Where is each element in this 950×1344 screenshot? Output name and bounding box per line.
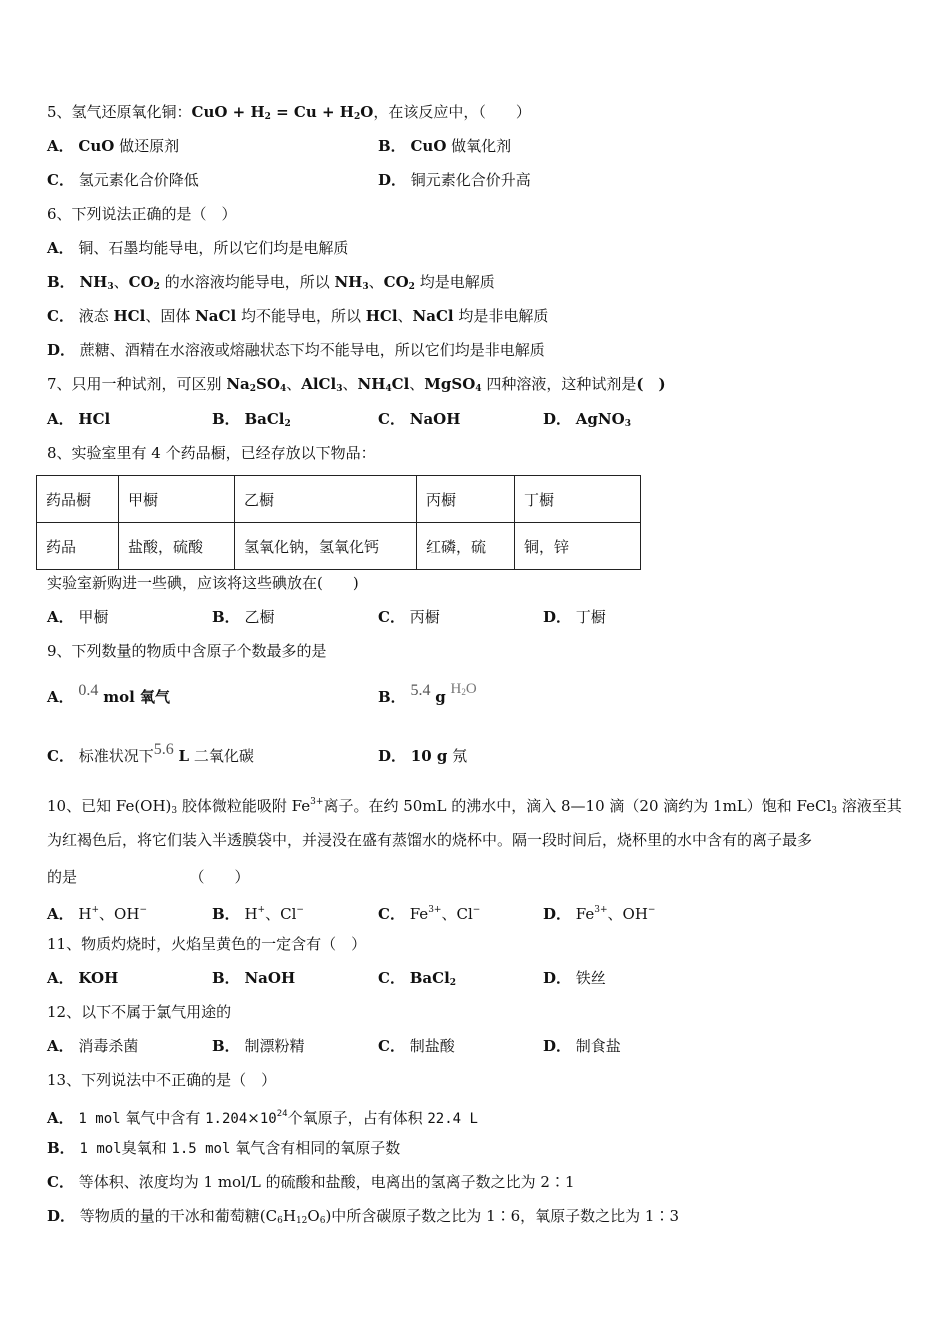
q11-option-d[interactable]: D． 铁丝 (543, 969, 606, 987)
table-header-row (37, 476, 641, 523)
q7-option-c[interactable]: C． NaOH (378, 410, 461, 428)
q6-option-b[interactable]: B． $NH_3$、$CO_2$ 的水溶液均能导电，所以 $NH_3$、$CO_2$ 均是电解质 (47, 273, 495, 292)
cabinet-table (36, 475, 641, 570)
q6-option-a[interactable]: A． 铜、石墨均能导电，所以它们均是电解质 (47, 239, 349, 257)
q8-option-a[interactable]: A． 甲橱 (47, 608, 109, 626)
table-cell: 药品橱 (37, 476, 119, 523)
q7-option-d[interactable]: D． AgNO$_3$ (543, 410, 631, 429)
q5-option-b[interactable]: B． CuO 做氧化剂 (378, 137, 512, 155)
q12-option-a[interactable]: A． 消毒杀菌 (47, 1037, 139, 1055)
table-cell: 乙橱 (235, 476, 417, 523)
q13-option-c[interactable]: C． 等体积、浓度均为 1 mol/L 的硫酸和盐酸，电离出的氢离子数之比为 2∶1 (47, 1173, 575, 1191)
q6-stem: 6、下列说法正确的是（ ） (47, 205, 237, 223)
q12-option-c[interactable]: C． 制盐酸 (378, 1037, 455, 1055)
table-row (37, 523, 641, 570)
q7-option-b[interactable]: B． BaCl$_2$ (212, 410, 291, 429)
table-cell: 红磷，硫 (417, 523, 515, 570)
q5-stem: 5、氢气还原氧化铜：CuO + $H_2 = Cu + H_2O$，在该反应中，（ ） (47, 103, 531, 122)
q6-option-d[interactable]: D． 蔗糖、酒精在水溶液或熔融状态下均不能导电，所以它们均是非电解质 (47, 341, 545, 359)
table-cell: 氢氧化钠，氢氧化钙 (235, 523, 417, 570)
q8-option-b[interactable]: B． 乙橱 (212, 608, 275, 626)
q10-line1: 10、已知 $Fe(OH)_3$ 胶体微粒能吸附 $Fe^{3+}$离子。在约 50mL 的沸水中，滴入 8—10 滴（20 滴约为 1mL）饱和 FeCl$_3$ 溶液至其 (47, 797, 902, 816)
q7-option-a[interactable]: A． HCl (47, 410, 111, 428)
table-cell: 丁橱 (515, 476, 641, 523)
q12-option-b[interactable]: B． 制漂粉精 (212, 1037, 305, 1055)
table-cell: 铜，锌 (515, 523, 641, 570)
table-cell: 药品 (37, 523, 119, 570)
q13-option-a[interactable]: A． 1 mol 氧气中含有 $1.204\times 10^{24}$个氧原子，占有体积 22.4 L (47, 1109, 478, 1127)
table-cell: 甲橱 (119, 476, 235, 523)
q7-stem: 7、只用一种试剂，可区别 $Na_2SO_4$、AlCl$_3$、$NH_4Cl$、MgSO$_4$ 四种溶液，这种试剂是( ) (47, 375, 666, 394)
q5-option-a[interactable]: A． CuO 做还原剂 (47, 137, 180, 155)
q11-option-a[interactable]: A． KOH (47, 969, 119, 987)
q9-option-a[interactable]: A． 0.4 mol 氧气 (47, 682, 171, 706)
q11-stem: 11、物质灼烧时，火焰呈黄色的一定含有（ ） (47, 935, 367, 953)
q8-option-d[interactable]: D． 丁橱 (543, 608, 606, 626)
q9-stem: 9、下列数量的物质中含原子个数最多的是 (47, 642, 327, 660)
q11-option-c[interactable]: C． BaCl$_2$ (378, 969, 457, 988)
table-cell: 盐酸，硫酸 (119, 523, 235, 570)
q10-option-c[interactable]: C． $Fe^{3+}$、Cl− (378, 905, 481, 923)
q10-option-b[interactable]: B． H+、Cl− (212, 905, 304, 923)
q9-option-c[interactable]: C． 标准状况下5.6 L 二氧化碳 (47, 741, 254, 765)
q12-stem: 12、以下不属于氯气用途的 (47, 1003, 232, 1021)
q10-option-d[interactable]: D． $Fe^{3+}$、OH− (543, 905, 656, 923)
q13-stem: 13、下列说法中不正确的是（ ） (47, 1071, 277, 1089)
q10-option-a[interactable]: A． H+、OH− (47, 905, 147, 923)
q10-line2: 为红褐色后，将它们装入半透膜袋中，并浸没在盛有蒸馏水的烧杯中。隔一段时间后，烧杯里的水中含有的离子最多 (47, 831, 813, 849)
q8-stem: 8、实验室里有 4 个药品橱，已经存放以下物品： (47, 444, 376, 462)
q5-option-c[interactable]: C． 氢元素化合价降低 (47, 171, 199, 189)
q6-option-c[interactable]: C． 液态 HCl、固体 NaCl 均不能导电，所以 HCl、NaCl 均是非电解质 (47, 307, 549, 325)
q8-question: 实验室新购进一些碘，应该将这些碘放在( ) (47, 574, 359, 592)
q10-line3: 的是 （ ） (47, 868, 250, 886)
q11-option-b[interactable]: B． NaOH (212, 969, 296, 987)
q12-option-d[interactable]: D． 制食盐 (543, 1037, 621, 1055)
q8-option-c[interactable]: C． 丙橱 (378, 608, 440, 626)
table-cell: 丙橱 (417, 476, 515, 523)
q9-option-d[interactable]: D． 10 g 氖 (378, 747, 468, 765)
q9-option-b[interactable]: B． 5.4 g $H_2O$ (378, 681, 477, 706)
q13-option-b[interactable]: B． 1 mol臭氧和 1.5 mol 氧气含有相同的氧原子数 (47, 1139, 401, 1157)
q5-option-d[interactable]: D． 铜元素化合价升高 (378, 171, 531, 189)
q13-option-d[interactable]: D． 等物质的量的干冰和葡萄糖$(C_6H_{12}O_6)$中所含碳原子数之比为 1∶6，氧原子数之比为 1∶3 (47, 1207, 680, 1226)
